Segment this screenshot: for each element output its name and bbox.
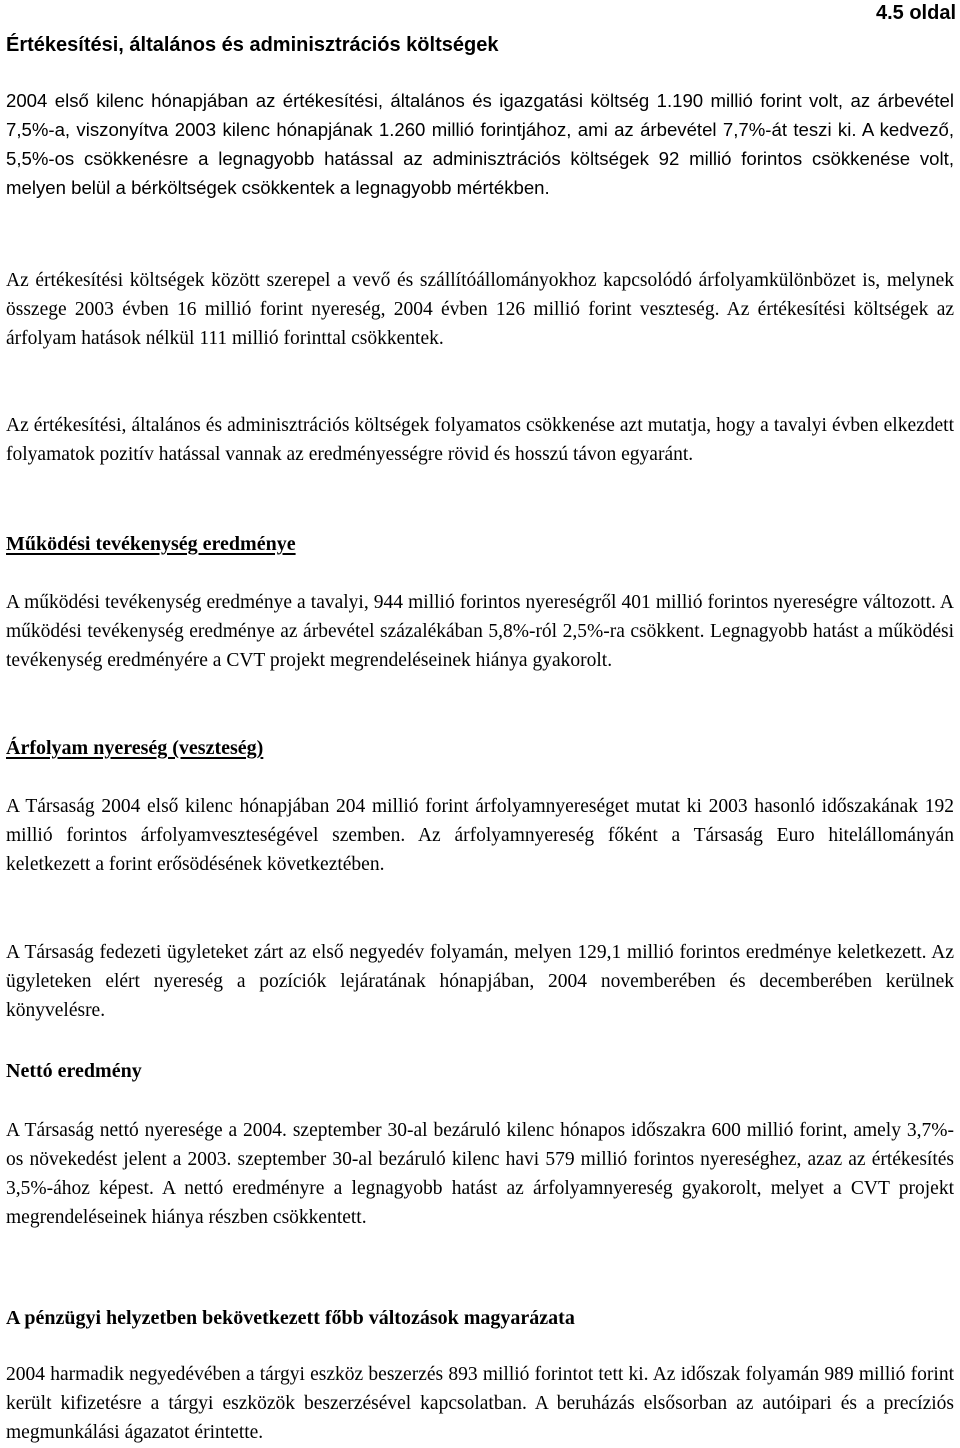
heading-net-result: Nettó eredmény — [6, 1060, 142, 1082]
paragraph-sga-costs: 2004 első kilenc hónapjában az értékesítési, általános és igazgatási költség 1.190 millió forint volt, az árbevétel 7,5%-a, viszonyítva 2003 kilenc hónapjának 1.260 millió forintjához, ami az árbevétel 7,7%-át teszi ki. A kedvező, 5,5%-os csökkenésre a legnagyobb hatással az adminisztrációs költségek 92 millió forintos csökkenése volt, melyen belül a bérköltségek csökkentek a legnagyobb mértékben. — [6, 90, 954, 198]
paragraph-hedging: A Társaság fedezeti ügyleteket zárt az első negyedév folyamán, melyen 129,1 millió forintos eredménye keletkezett. Az ügyleteken elért nyereség a pozíciók lejáratának hónapjában, 2004 novemberében és decemberében kerülnek könyvelésre. — [6, 942, 954, 1021]
paragraph-cost-trend: Az értékesítési, általános és adminisztrációs költségek folyamatos csökkenése azt mutatja, hogy a tavalyi évben elkezdett folyamatok pozitív hatással vannak az eredményességre rövid és hosszú távon egyaránt. — [6, 415, 954, 465]
heading-operating-result: Működési tevékenység eredménye — [6, 533, 296, 555]
paragraph-fx-gain: A Társaság 2004 első kilenc hónapjában 204 millió forint árfolyamnyereséget mutat ki 2003 hasonló időszakának 192 millió forintos árfolyamveszteségével szemben. Az árfolyamnyereség főként a Társaság Euro hitelállományán keletkezett a forint erősödésének következtében. — [6, 796, 954, 875]
heading-financial-changes: A pénzügyi helyzetben bekövetkezett főbb változások magyarázata — [6, 1307, 575, 1329]
heading-fx-gain: Árfolyam nyereség (veszteség) — [6, 737, 264, 759]
page-number: 4.5 oldal — [875, 2, 956, 24]
section-title: Értékesítési, általános és adminisztrációs költségek — [6, 34, 499, 56]
paragraph-net-result: A Társaság nettó nyeresége a 2004. szeptember 30-al bezáruló kilenc hónapos időszakra 600 millió forint, amely 3,7%-os növekedést jelent a 2003. szeptember 30-al bezáruló kilenc havi 579 millió forintos nyereséghez, azaz az értékesítés 3,5%-ához képest. A nettó eredményre a legnagyobb hatást az árfolyamnyereség gyakorolt, melyet a CVT projekt megrendeléseinek hiánya részben csökkentett. — [6, 1120, 954, 1228]
paragraph-fx-differences: Az értékesítési költségek között szerepel a vevő és szállítóállományokhoz kapcsolódó árfolyamkülönbözet is, melynek összege 2003 évben 16 millió forint nyereség, 2004 évben 126 millió forint veszteség. Az értékesítési költségek az árfolyam hatások nélkül 111 millió forinttal csökkentek. — [6, 270, 954, 349]
paragraph-operating-result: A működési tevékenység eredménye a tavalyi, 944 millió forintos nyereségről 401 millió forintos nyereségre változott. A működési tevékenység eredménye az árbevétel százalékában 5,8%-ról 2,5%-ra csökkent. Legnagyobb hatást a működési tevékenység eredményére a CVT projekt megrendeléseinek hiánya gyakorolt. — [6, 592, 954, 671]
paragraph-capex: 2004 harmadik negyedévében a tárgyi eszköz beszerzés 893 millió forintot tett ki. Az időszak folyamán 989 millió forint került kifizetésre a tárgyi eszközök beszerzésével kapcsolatban. A beruházás elsősorban az autóipari és a precíziós megmunkálási ágazatot érintette. — [6, 1364, 954, 1443]
